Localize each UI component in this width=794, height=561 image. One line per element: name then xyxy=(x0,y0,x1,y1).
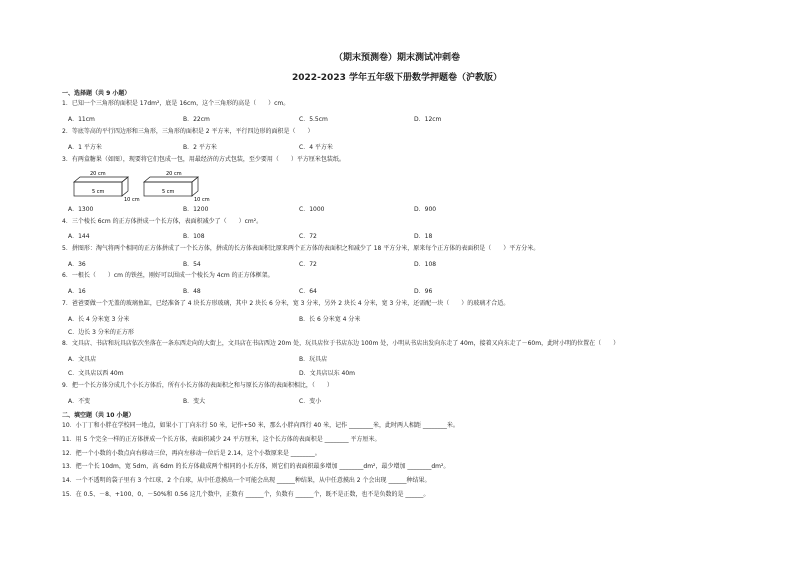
question-1: 1．已知一个三角形的面积是 17dm²，底是 16cm，这个三角形的高是（ ）cm。 xyxy=(62,100,290,107)
question-10: 10．小丁丁和小胖在学校同一地点，如果小丁丁向东行 50 米，记作+50 米，那么小胖向西行 40 米，记作 ________米，此时两人相距 ________米。 xyxy=(62,422,459,429)
q6-option-d: D．96 xyxy=(414,288,433,295)
question-8: 8．文具店、书店和玩具店依次坐落在一条东西走向的大街上，文具店在书店西边 20m 处，玩具店位于书店东边 100m 处，小明从书店出发向东走了 40m，接着又向东走了－60m，此时小明的位置在（ ） xyxy=(62,340,620,347)
question-14: 14．一个不透明的袋子里有 3 个红球、2 个白球，从中任意摸出一个可能会出现 ______种结果，从中任意摸出 2 个会出现 ______种结果。 xyxy=(62,477,431,484)
q4-option-a: A．144 xyxy=(68,233,90,240)
question-5: 5．拼图形：淘气将两个相同的正方体拼成了一个长方体，拼成的长方体表面积比原来两个正方体的表面积之和减少了 18 平方分米，原来每个正方体的表面积是（ ）平方分米。 xyxy=(62,245,540,252)
q5-option-d: D．108 xyxy=(414,261,437,268)
q8-option-c: C．文具店以西 40m xyxy=(68,370,124,377)
section-multiple-choice: 一、选择题（共 9 小题） xyxy=(62,90,131,97)
box2-height-label: 10 cm xyxy=(194,197,210,202)
q8-option-d: D．文具店以东 40m xyxy=(299,370,356,377)
q4-option-b: B．108 xyxy=(183,233,205,240)
q4-option-c: C．72 xyxy=(299,233,317,240)
question-3: 3．有两盒糖果（如图），现要将它们包成一包，用最经济的方式包装，至少要用（ ）平方厘米包装纸。 xyxy=(62,156,345,163)
question-12: 12．把一个小数的小数点向右移动三位，再向左移动一位后是 2.14，这个小数原来是 ________。 xyxy=(62,450,321,457)
question-7: 7．爸爸要做一个无盖的玻璃鱼缸，已经准备了 4 块长方形玻璃，其中 2 块长 6 分米，宽 3 分米，另外 2 块长 4 分米，宽 3 分米，还需配一块（ ）的玻璃才合适。 xyxy=(62,300,510,307)
q6-option-c: C．64 xyxy=(299,288,317,295)
q9-option-a: A．不变 xyxy=(68,398,91,405)
q6-option-a: A．16 xyxy=(68,288,86,295)
q1-option-a: A．11cm xyxy=(68,116,95,123)
question-11: 11．用 5 个完全一样的正方体拼成一个长方体，表面积减少 24 平方厘米，这个长方体的表面积是 ________ 平方厘米。 xyxy=(62,436,381,443)
q7-option-a: A．长 4 分米宽 3 分米 xyxy=(68,316,130,323)
candy-boxes-figure xyxy=(70,170,220,202)
page-title: （期末预测卷）期末测试冲刺卷 xyxy=(333,53,460,63)
q4-option-d: D．18 xyxy=(414,233,433,240)
box1-width-label: 5 cm xyxy=(92,189,105,195)
question-13: 13．把一个长 10dm，宽 5dm，高 6dm 的长方体截成两个相同的小长方体，则它们的表面积最多增加 ________dm²，最少增加 ________dm²。 xyxy=(62,463,450,470)
q2-option-c: C．4 平方米 xyxy=(299,144,333,151)
q8-option-b: B．玩具店 xyxy=(299,356,328,363)
q6-option-b: B．48 xyxy=(183,288,201,295)
question-15: 15．在 0.5、－8、+100、0、－50%和 0.56 这几个数中，正数有 ______个，负数有 ______个，既不是正数，也不是负数的是 ______。 xyxy=(62,491,430,498)
q3-option-b: B．1200 xyxy=(183,206,209,213)
q9-option-c: C．变小 xyxy=(299,398,322,405)
question-6: 6．一根长（ ）cm 的铁丝，刚好可以围成一个棱长为 4cm 的正方体框架。 xyxy=(62,272,274,279)
box1-length-label: 20 cm xyxy=(90,171,106,177)
box1-height-label: 10 cm xyxy=(124,197,140,202)
question-4: 4．三个棱长 6cm 的正方体拼成一个长方体，表面积减少了（ ）cm²。 xyxy=(62,218,263,225)
page-subtitle: 2022-2023 学年五年级下册数学押题卷（沪教版） xyxy=(292,73,502,83)
q1-option-d: D．12cm xyxy=(414,116,442,123)
q1-option-c: C．5.5cm xyxy=(299,116,328,123)
q8-option-a: A．文具店 xyxy=(68,356,97,363)
q5-option-c: C．72 xyxy=(299,261,317,268)
q5-option-a: A．36 xyxy=(68,261,86,268)
q3-option-a: A．1300 xyxy=(68,206,94,213)
section-fill-in: 二、填空题（共 10 小题） xyxy=(62,412,135,419)
q5-option-b: B．54 xyxy=(183,261,201,268)
question-9: 9．把一个长方体分成几个小长方体后，所有小长方体的表面积之和与原长方体的表面积相比，（ ） xyxy=(62,382,333,389)
question-2: 2．等底等高的平行四边形和三角形，三角形的面积是 2 平方米，平行四边形的面积是（ ） xyxy=(62,128,314,135)
box2-length-label: 20 cm xyxy=(166,171,182,177)
q7-option-b: B．长 6 分米宽 4 分米 xyxy=(299,316,361,323)
q1-option-b: B．22cm xyxy=(183,116,210,123)
q9-option-b: B．变大 xyxy=(183,398,206,405)
q2-option-a: A．1 平方米 xyxy=(68,144,102,151)
q2-option-b: B．2 平方米 xyxy=(183,144,217,151)
q3-option-c: C．1000 xyxy=(299,206,325,213)
box2-width-label: 5 cm xyxy=(162,189,175,195)
q7-option-c: C．边长 3 分米的正方形 xyxy=(68,329,134,336)
q3-option-d: D．900 xyxy=(414,206,437,213)
